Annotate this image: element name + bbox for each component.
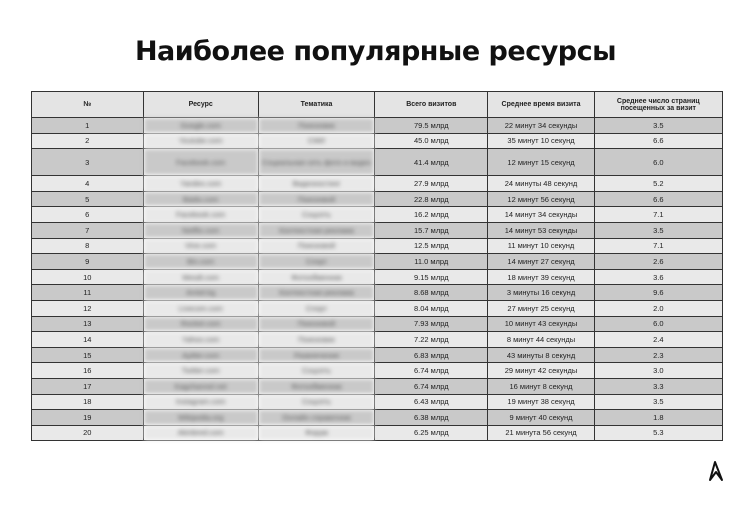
- topic-cell: Соцсеть: [258, 363, 374, 379]
- pages-cell: 6.6: [594, 191, 722, 207]
- visits-cell: 6.74 млрд: [375, 363, 488, 379]
- row-number: 6: [32, 207, 144, 223]
- resource-cell: Baidu.com: [143, 191, 258, 207]
- topic-cell: Видеохостинг: [258, 176, 374, 192]
- pages-cell: 6.0: [594, 316, 722, 332]
- topic-cell: Контекстная реклама: [258, 222, 374, 238]
- visits-cell: 11.0 млрд: [375, 254, 488, 270]
- topic-cell: Спорт: [258, 300, 374, 316]
- visits-cell: 27.9 млрд: [375, 176, 488, 192]
- row-number: 16: [32, 363, 144, 379]
- resource-cell: Ayitter.com: [143, 347, 258, 363]
- table-row: [32, 316, 723, 332]
- pages-cell: 7.1: [594, 238, 722, 254]
- table-row: [32, 347, 723, 363]
- topic-cell: Поисковой: [258, 191, 374, 207]
- pages-cell: 9.6: [594, 285, 722, 301]
- table-row: [32, 222, 723, 238]
- topic-cell: Поисковой: [258, 238, 374, 254]
- visits-cell: 6.83 млрд: [375, 347, 488, 363]
- resource-cell: Youtube.com: [143, 133, 258, 149]
- pages-cell: 2.6: [594, 254, 722, 270]
- pages-cell: 3.6: [594, 269, 722, 285]
- resource-cell: Netflix.com: [143, 222, 258, 238]
- row-number: 3: [32, 149, 144, 176]
- pages-cell: 2.4: [594, 332, 722, 348]
- pages-cell: 6.0: [594, 149, 722, 176]
- avg-time-cell: 22 минут 34 секунды: [488, 118, 594, 134]
- resource-cell: Facebook.com: [143, 149, 258, 176]
- avg-time-cell: 27 минут 25 секунд: [488, 300, 594, 316]
- table-row: [32, 176, 723, 192]
- column-header: Среднее время визита: [488, 92, 594, 118]
- avg-time-cell: 14 минут 34 секунды: [488, 207, 594, 223]
- table-row: [32, 191, 723, 207]
- pages-cell: 3.5: [594, 394, 722, 410]
- row-number: 13: [32, 316, 144, 332]
- table-row: [32, 118, 723, 134]
- row-number: 2: [32, 133, 144, 149]
- row-number: 1: [32, 118, 144, 134]
- visits-cell: 6.25 млрд: [375, 425, 488, 441]
- row-number: 12: [32, 300, 144, 316]
- topic-cell: Поисковик: [258, 118, 374, 134]
- table-row: [32, 425, 723, 441]
- avg-time-cell: 12 минут 56 секунд: [488, 191, 594, 207]
- avg-time-cell: 3 минуты 16 секунд: [488, 285, 594, 301]
- table-row: [32, 363, 723, 379]
- topic-cell: Фотообменник: [258, 269, 374, 285]
- avg-time-cell: 11 минут 10 секунд: [488, 238, 594, 254]
- resource-cell: Wikipedia.org: [143, 410, 258, 426]
- avg-time-cell: 9 минут 40 секунд: [488, 410, 594, 426]
- cursor-icon: [708, 460, 724, 487]
- visits-cell: 8.68 млрд: [375, 285, 488, 301]
- pages-cell: 6.6: [594, 133, 722, 149]
- avg-time-cell: 29 минут 42 секунды: [488, 363, 594, 379]
- row-number: 15: [32, 347, 144, 363]
- avg-time-cell: 21 минута 56 секунд: [488, 425, 594, 441]
- row-number: 8: [32, 238, 144, 254]
- visits-cell: 6.43 млрд: [375, 394, 488, 410]
- resource-cell: Yandex.com: [143, 176, 258, 192]
- pages-cell: 7.1: [594, 207, 722, 223]
- pages-cell: 5.2: [594, 176, 722, 192]
- avg-time-cell: 14 минут 27 секунд: [488, 254, 594, 270]
- visits-cell: 45.0 млрд: [375, 133, 488, 149]
- row-number: 5: [32, 191, 144, 207]
- avg-time-cell: 24 минуты 48 секунд: [488, 176, 594, 192]
- resource-cell: Instagram.com: [143, 394, 258, 410]
- resource-cell: Mesdt.com: [143, 269, 258, 285]
- visits-cell: 12.5 млрд: [375, 238, 488, 254]
- resource-cell: Akinbred.com: [143, 425, 258, 441]
- column-header: Среднее число страниц посещенных за визит: [594, 92, 722, 118]
- resources-table: [31, 91, 723, 441]
- resource-cell: Google.com: [143, 118, 258, 134]
- topic-cell: Соцсеть: [258, 207, 374, 223]
- table-row: [32, 254, 723, 270]
- topic-cell: Онлайн справочник: [258, 410, 374, 426]
- topic-cell: СМИ: [258, 133, 374, 149]
- table-row: [32, 378, 723, 394]
- avg-time-cell: 43 минуты 8 секунд: [488, 347, 594, 363]
- resource-cell: Yahoo.com: [143, 332, 258, 348]
- visits-cell: 79.5 млрд: [375, 118, 488, 134]
- visits-cell: 41.4 млрд: [375, 149, 488, 176]
- table-row: [32, 410, 723, 426]
- table-row: [32, 394, 723, 410]
- resource-cell: Livecom.com: [143, 300, 258, 316]
- pages-cell: 1.8: [594, 410, 722, 426]
- avg-time-cell: 8 минут 44 секунды: [488, 332, 594, 348]
- row-number: 4: [32, 176, 144, 192]
- topic-cell: Развлечения: [258, 347, 374, 363]
- avg-time-cell: 35 минут 10 секунд: [488, 133, 594, 149]
- column-header: Ресурс: [143, 92, 258, 118]
- table-row: [32, 133, 723, 149]
- pages-cell: 5.3: [594, 425, 722, 441]
- table-row: [32, 285, 723, 301]
- row-number: 14: [32, 332, 144, 348]
- pages-cell: 2.3: [594, 347, 722, 363]
- table-row: [32, 269, 723, 285]
- visits-cell: 8.04 млрд: [375, 300, 488, 316]
- visits-cell: 6.74 млрд: [375, 378, 488, 394]
- pages-cell: 2.0: [594, 300, 722, 316]
- column-header: №: [32, 92, 144, 118]
- row-number: 19: [32, 410, 144, 426]
- avg-time-cell: 18 минут 39 секунд: [488, 269, 594, 285]
- avg-time-cell: 19 минут 38 секунд: [488, 394, 594, 410]
- resource-cell: Facebook.com: [143, 207, 258, 223]
- pages-cell: 3.3: [594, 378, 722, 394]
- visits-cell: 6.38 млрд: [375, 410, 488, 426]
- table-row: [32, 300, 723, 316]
- topic-cell: Поисковик: [258, 332, 374, 348]
- pages-cell: 3.5: [594, 118, 722, 134]
- row-number: 18: [32, 394, 144, 410]
- resource-cell: Rocket.com: [143, 316, 258, 332]
- visits-cell: 9.15 млрд: [375, 269, 488, 285]
- table-row: [32, 207, 723, 223]
- topic-cell: Форум: [258, 425, 374, 441]
- resource-cell: Bin.com: [143, 254, 258, 270]
- topic-cell: Фотообменник: [258, 378, 374, 394]
- row-number: 10: [32, 269, 144, 285]
- table-header: [32, 92, 723, 118]
- visits-cell: 15.7 млрд: [375, 222, 488, 238]
- pages-cell: 3.5: [594, 222, 722, 238]
- column-header: Тематика: [258, 92, 374, 118]
- resource-cell: Twitter.com: [143, 363, 258, 379]
- visits-cell: 7.93 млрд: [375, 316, 488, 332]
- topic-cell: Спорт: [258, 254, 374, 270]
- table-row: [32, 149, 723, 176]
- resource-cell: Amtel.kg: [143, 285, 258, 301]
- row-number: 17: [32, 378, 144, 394]
- resource-cell: Vine.com: [143, 238, 258, 254]
- avg-time-cell: 12 минут 15 секунд: [488, 149, 594, 176]
- row-number: 20: [32, 425, 144, 441]
- avg-time-cell: 10 минут 43 секунды: [488, 316, 594, 332]
- visits-cell: 16.2 млрд: [375, 207, 488, 223]
- table-row: [32, 238, 723, 254]
- row-number: 7: [32, 222, 144, 238]
- topic-cell: Поисковой: [258, 316, 374, 332]
- row-number: 9: [32, 254, 144, 270]
- column-header: Всего визитов: [375, 92, 488, 118]
- topic-cell: Контекстная реклама: [258, 285, 374, 301]
- topic-cell: Соцсеть: [258, 394, 374, 410]
- visits-cell: 7.22 млрд: [375, 332, 488, 348]
- table-row: [32, 332, 723, 348]
- pages-cell: 3.0: [594, 363, 722, 379]
- row-number: 11: [32, 285, 144, 301]
- resource-cell: Kagchannel.net: [143, 378, 258, 394]
- avg-time-cell: 14 минут 53 секунды: [488, 222, 594, 238]
- page-title: Наиболее популярные ресурсы: [134, 36, 617, 67]
- visits-cell: 22.8 млрд: [375, 191, 488, 207]
- avg-time-cell: 16 минут 8 секунд: [488, 378, 594, 394]
- topic-cell: Социальная сеть фото и видео: [258, 149, 374, 176]
